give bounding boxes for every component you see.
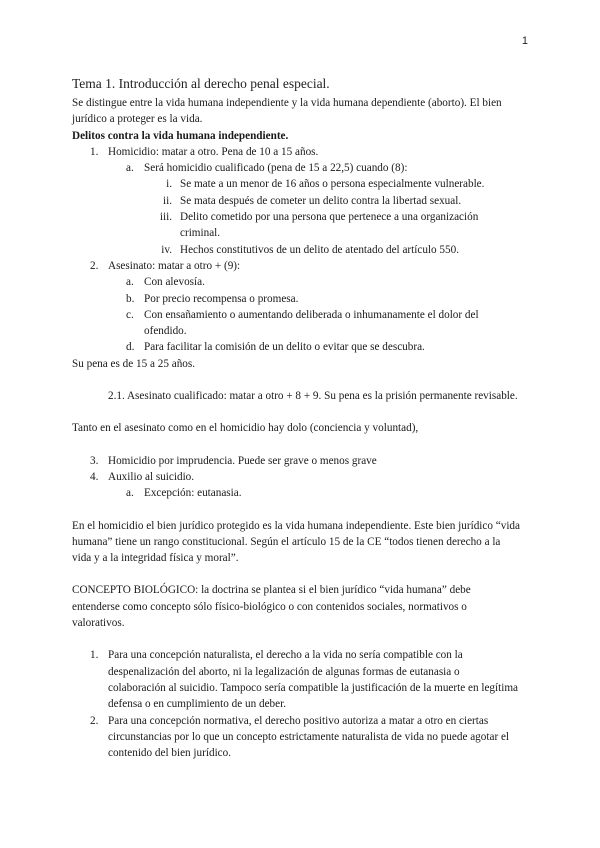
list-marker: iv. xyxy=(161,243,172,256)
list-marker: 4. xyxy=(90,470,99,483)
document-body xyxy=(72,74,520,761)
list-item xyxy=(72,469,520,485)
list-item xyxy=(72,647,520,712)
list-marker: 2. xyxy=(90,714,99,727)
list-item-text: Será homicidio cualificado (pena de 15 a 22,5) cuando (8): xyxy=(144,162,408,175)
list-item xyxy=(72,209,520,242)
murder-sublist xyxy=(72,274,520,355)
list-item xyxy=(72,453,520,469)
biological-concept-paragraph: CONCEPTO BIOLÓGICO: la doctrina se plantea si el bien jurídico “vida humana” debe entenderse como concepto sólo físico-biológico o con contenidos sociales, normativos o valorativos. xyxy=(72,584,471,630)
list-item-text: Para una concepción naturalista, el derecho a la vida no sería compatible con la despenalización del aborto, ni la legalización de algunas formas de eutanasia o colaboración al suicidio. Tampoco sería compatible la justificación de la muerte en legítima defensa o en cumplimiento de un deber. xyxy=(108,649,519,711)
list-item xyxy=(72,307,520,340)
list-marker: 1. xyxy=(90,649,99,662)
qualified-murder-paragraph: 2.1. Asesinato cualificado: matar a otro + 8 + 9. Su pena es la prisión permanente revisable. xyxy=(108,390,518,403)
conceptions-list xyxy=(72,647,520,761)
list-item xyxy=(72,713,520,762)
spacer xyxy=(72,437,520,453)
list-marker: ii. xyxy=(162,194,172,207)
section-heading: Delitos contra la vida humana independiente. xyxy=(72,129,289,142)
spacer xyxy=(72,372,520,388)
list-marker: d. xyxy=(126,341,135,354)
list-item xyxy=(72,144,520,160)
list-item-text: Para facilitar la comisión de un delito o evitar que se descubra. xyxy=(144,341,425,354)
homicide-sublist xyxy=(72,160,520,176)
crimes-list-continued xyxy=(72,258,520,274)
page-number: 1 xyxy=(521,35,528,47)
list-item-text: Auxilio al suicidio. xyxy=(108,470,195,483)
list-marker: a. xyxy=(126,276,134,289)
list-item xyxy=(72,160,520,176)
list-item xyxy=(72,176,520,192)
list-item-text: Por precio recompensa o promesa. xyxy=(144,292,299,305)
list-item xyxy=(72,242,520,258)
spacer xyxy=(72,502,520,518)
list-item xyxy=(72,193,520,209)
list-item-text: Asesinato: matar a otro + (9): xyxy=(108,259,241,272)
list-item xyxy=(72,339,520,355)
legal-good-paragraph: En el homicidio el bien jurídico protegido es la vida humana independiente. Este bien jurídico “vida humana” tiene un rango constitucional. Según el artículo 15 de la CE “todos tienen derecho a la vida y a la integridad física y moral”. xyxy=(72,519,520,565)
list-marker: 1. xyxy=(90,145,99,158)
list-item xyxy=(72,291,520,307)
list-item-text: Se mate a un menor de 16 años o persona especialmente vulnerable. xyxy=(180,178,485,191)
list-item-text: Excepción: eutanasia. xyxy=(144,487,242,500)
list-item-text: Con alevosía. xyxy=(144,276,205,289)
intro-paragraph: Se distingue entre la vida humana independiente y la vida humana dependiente (aborto). El bien jurídico a proteger es la vida. xyxy=(72,97,502,126)
list-item-text: Delito cometido por una persona que pertenece a una organización criminal. xyxy=(180,211,479,240)
list-item-text: Hechos constitutivos de un delito de atentado del artículo 550. xyxy=(180,243,459,256)
list-marker: i. xyxy=(166,178,172,191)
list-item-text: Para una concepción normativa, el derecho positivo autoriza a matar a otro en ciertas circunstancias por lo que un concepto estrictamente naturalista de vida no puede agotar el contenido del bien jurídico. xyxy=(108,714,510,760)
crimes-list xyxy=(72,144,520,160)
list-marker: a. xyxy=(126,487,134,500)
spacer xyxy=(72,566,520,582)
list-item xyxy=(72,274,520,290)
list-marker: 2. xyxy=(90,259,99,272)
qualified-homicide-list xyxy=(72,176,520,257)
list-marker: iii. xyxy=(159,211,172,224)
spacer xyxy=(72,631,520,647)
list-item-text: Se mata después de cometer un delito contra la libertad sexual. xyxy=(180,194,462,207)
list-item xyxy=(72,258,520,274)
list-item-text: Con ensañamiento o aumentando deliberada o inhumanamente el dolor del ofendido. xyxy=(144,308,479,338)
spacer xyxy=(72,404,520,420)
list-item xyxy=(72,485,520,501)
document-title: Tema 1. Introducción al derecho penal especial. xyxy=(72,76,330,91)
list-marker: c. xyxy=(126,308,134,321)
other-crimes-list xyxy=(72,453,520,486)
list-item-text: Homicidio por imprudencia. Puede ser grave o menos grave xyxy=(108,454,377,467)
suicide-aid-sublist xyxy=(72,485,520,501)
list-marker: a. xyxy=(126,162,134,175)
intent-paragraph: Tanto en el asesinato como en el homicidio hay dolo (conciencia y voluntad), xyxy=(72,422,419,435)
list-marker: 3. xyxy=(90,454,99,467)
list-item-text: Homicidio: matar a otro. Pena de 10 a 15 años. xyxy=(108,145,319,158)
list-marker: b. xyxy=(126,292,135,305)
murder-penalty: Su pena es de 15 a 25 años. xyxy=(72,357,196,370)
